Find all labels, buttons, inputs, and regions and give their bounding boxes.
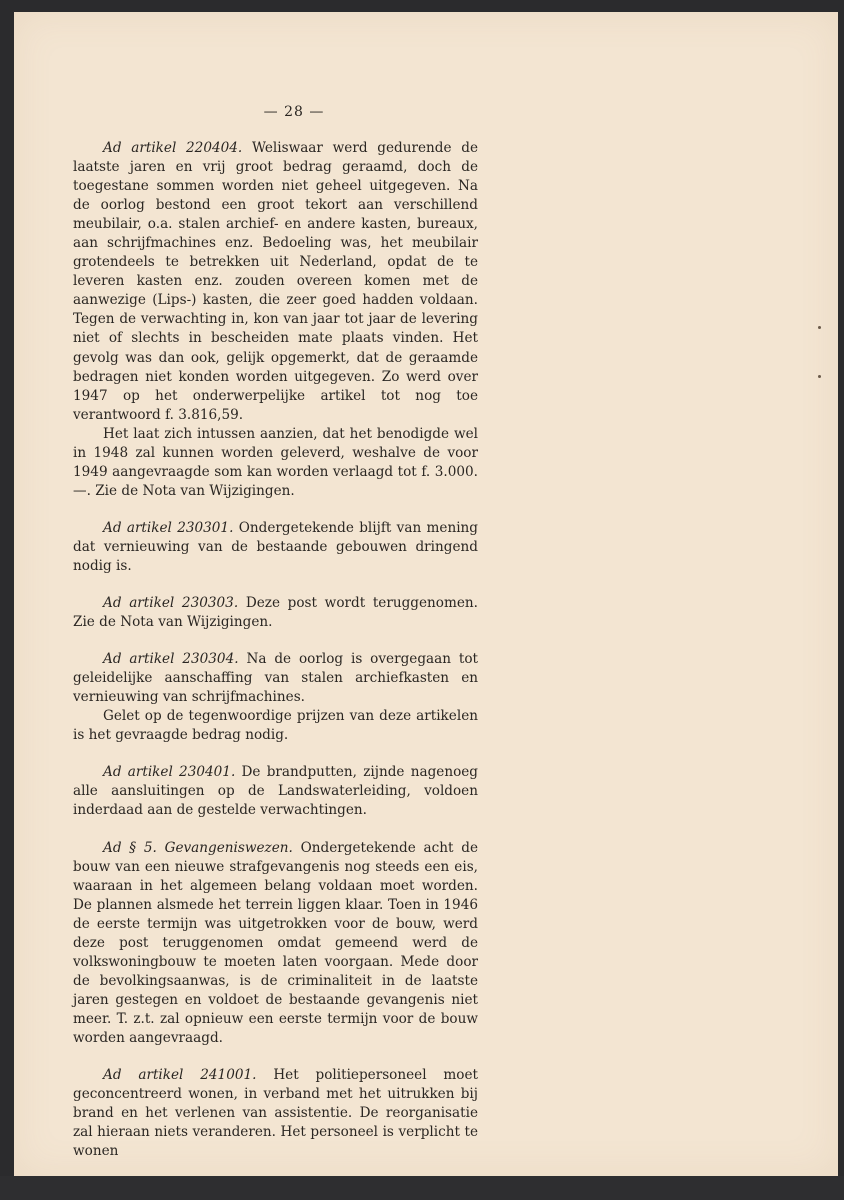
paragraph-text: Deze post wordt teruggenomen. Zie de Nota van Wijzigingen. — [73, 595, 479, 631]
paragraph-text: Gelet op de tegenwoordige prijzen van deze artikelen is het gevraagde bedrag nodig. — [73, 708, 478, 744]
paragraph-text: Het politiepersoneel moet geconcentreerd wonen, in verband met het uitrukken bij brand en het verlenen van assistentie. De reorganisatie zal hieraan niets veranderen. Het personeel is verplicht te wonen — [73, 1067, 478, 1160]
paragraph-230301 — [73, 519, 478, 576]
paper-speck — [818, 375, 821, 378]
article-heading: Ad artikel 230304. — [103, 651, 239, 668]
paragraph-text: Na de oorlog is overgegaan tot geleidelijke aanschaffing van stalen archiefkasten en vernieuwing van schrijfmachines. — [73, 651, 478, 706]
paragraph-text: Het laat zich intussen aanzien, dat het benodigde wel in 1948 zal kunnen worden geleverd, weshalve de voor 1949 aangevraagde som kan worden verlaagd tot f. 3.000.—. Zie de Nota van Wijzigingen. — [73, 425, 478, 499]
article-heading: Ad artikel 230401. — [103, 764, 236, 781]
body-text — [73, 139, 478, 1161]
paragraph-text: Ondergetekende blijft van mening dat vernieuwing van de bestaande gebouwen dringend nodig is. — [73, 519, 479, 574]
article-heading: Ad § 5. Gevangeniswezen. — [103, 839, 293, 856]
document-page — [14, 12, 838, 1176]
paragraph-gevangeniswezen — [73, 839, 478, 1049]
paragraph-220404 — [73, 139, 478, 425]
paper-speck — [818, 326, 821, 329]
page-number: — 28 — — [263, 104, 325, 120]
article-heading: Ad artikel 230303. — [103, 595, 239, 612]
paragraph-230401 — [73, 763, 478, 820]
scan-background — [0, 1176, 844, 1200]
paragraph-230303 — [73, 594, 478, 632]
paragraph-241001 — [73, 1066, 478, 1161]
paragraph-220404-cont — [73, 425, 478, 501]
paragraph-230304 — [73, 650, 478, 707]
article-heading: Ad artikel 241001. — [103, 1067, 257, 1084]
paragraph-230304-cont — [73, 707, 478, 745]
article-heading: Ad artikel 230301. — [103, 519, 234, 536]
paragraph-text: Weliswaar werd gedurende de laatste jaren en vrij groot bedrag geraamd, doch de toegestane sommen worden niet geheel uitgegeven. Na de oorlog bestond een groot tekort aan verschillend meubilair, o.a. stalen archief- en andere kasten, bureaux, aan schrijfmachines enz. Bedoeling was, het meubilair grotendeels te betrekken uit Nederland, opdat de te leveren kasten enz. zouden overeen komen met de aanwezige (Lips-) kasten, die zeer goed hadden voldaan. Tegen de verwachting in, kon van jaar tot jaar de levering niet of slechts in bescheiden mate plaats vinden. Het gevolg was dan ook, gelijk opgemerkt, dat de geraamde bedragen niet konden worden uitgegeven. Zo werd over 1947 op het onderwerpelijke artikel tot nog toe verantwoord f. 3.816,59. — [73, 140, 478, 423]
paragraph-text: De brandputten, zijnde nagenoeg alle aansluitingen op de Landswaterleiding, voldoen inderdaad aan de gestelde verwachtingen. — [73, 764, 478, 819]
paragraph-text: Ondergetekende acht de bouw van een nieuwe strafgevangenis nog steeds een eis, waaraan in het algemeen belang voldaan moet worden. De plannen alsmede het terrein liggen klaar. Toen in 1946 de eerste termijn was uitgetrokken voor de bouw, werd deze post teruggenomen omdat gemeend werd de volkswoningbouw te moeten laten voorgaan. Mede door de bevolkingsaanwas, is de criminaliteit in de laatste jaren gestegen en voldoet de bestaande gevangenis niet meer. T. z.t. zal opnieuw een eerste termijn voor de bouw worden aangevraagd. — [73, 839, 478, 1046]
article-heading: Ad artikel 220404. — [103, 140, 243, 156]
